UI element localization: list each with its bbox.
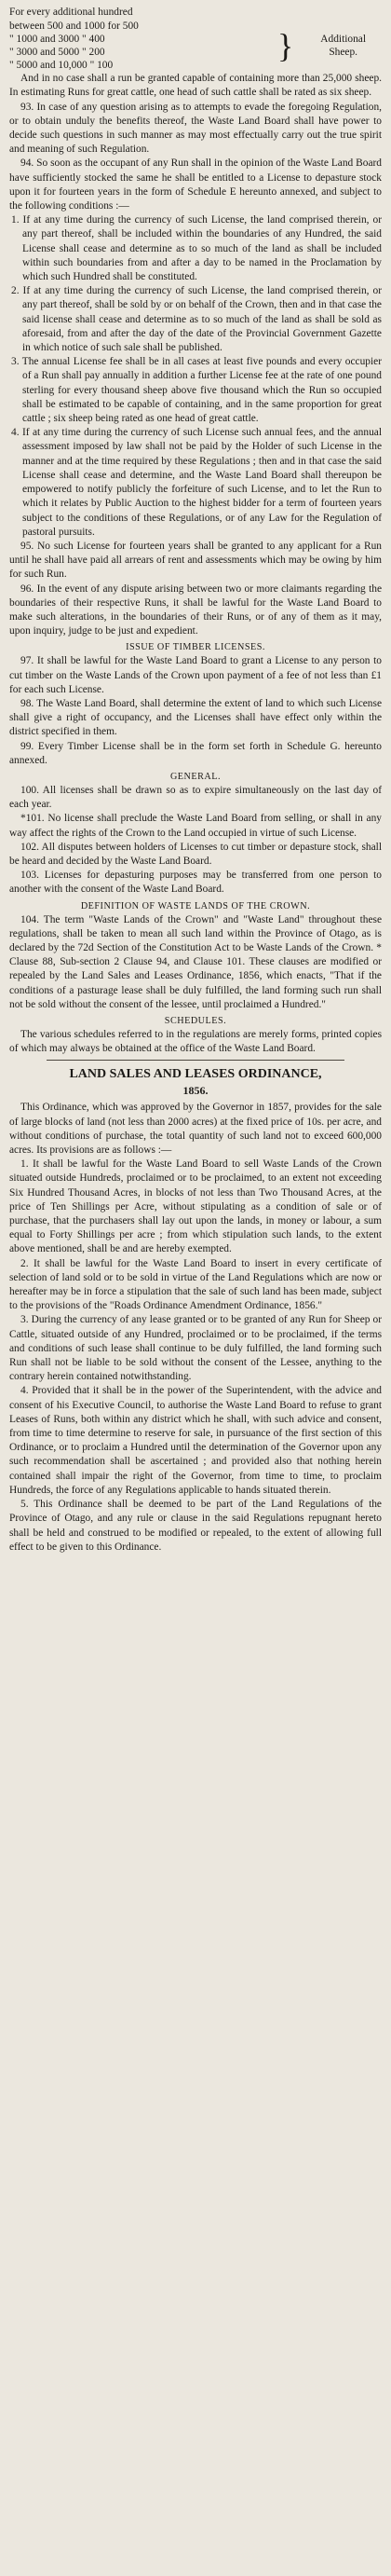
paragraph: 3. During the currency of any lease granted or to be granted of any Run for Sheep or Cattle, situated outside of any Hundred, proclaimed or to be proclaimed, if the terms and conditions of such lease shall continue to be duly fulfilled, the land forming such Run shall not be liable to be sold without the consent of the Lessee, anything to the contrary herein contained notwithstanding. [9,1314,382,1383]
section-heading: ISSUE OF TIMBER LICENSES. [126,642,265,653]
paragraph: 4. If at any time during the currency of such License such annual fees, and the annual assessment imposed by law shall not be paid by the Holder of such License in the manner and at the time required by these Regulations ; then and in that case the said License shall cease and determine, and the Waste Land Board shall thereupon be empowered to notify publicly the forfeiture of such License, and to let the Run to which it relates by Public Auction to the highest bidder for a term of fourteen years subject to the conditions of these Regulations, or of any Law for the Regulation of pastoral pursuits. [11,427,382,538]
side-label-line: Additional [320,34,367,46]
paragraph: And in no case shall a run be granted capable of containing more than 25,000 sheep. In estimating Runs for great cattle, one head of such cattle shall be rated as six sheep. [9,73,382,99]
section-heading: SCHEDULES. [164,1016,227,1026]
section-heading: GENERAL. [169,771,222,782]
paragraph: 95. No such License for fourteen years shall be granted to any applicant for a Run until he shall have paid all arrears of rent and assessments which may be owing by him for such Run. [9,540,382,581]
side-label-line: Sheep. [329,47,357,59]
fees-row: between 500 and 1000 for 500 [9,21,139,33]
paragraph: 104. The term "Waste Lands of the Crown" and "Waste Land" throughout these regulations, shall be taken to mean all such land within the Province of Otago, as is declared by the 72d Section of the Constitution Act to be Waste Lands of the Crown. * Clause 88, Sub-section 2 Clause 94, and Clause 101. These clauses are modified or repealed by the Land Sales and Leases Ordinance, 1856, which enacts, "That if the conditions of a pasturage lease shall be duly fulfilled, the land forming such run shall not be sold without the consent of the lessee, until proclaimed a Hundred." [9,913,382,1010]
paragraph: 102. All disputes between holders of Licenses to cut timber or depasture stock, shall be heard and decided by the Waste Land Board. [9,841,382,867]
paragraph: 5. This Ordinance shall be deemed to be part of the Land Regulations of the Province of Otago, and any rule or clause in the said Regulations repugnant hereto shall be held and construed to be modified or repealed, to the extent of allowing full effect to be given to this Ordinance. [9,1499,382,1553]
paragraph: 4. Provided that it shall be in the power of the Superintendent, with the advice and consent of his Executive Council, to authorise the Waste Land Board to refuse to grant Leases of Runs, both within any district which he shall, with such advice and consent, from time to time determine to reserve for sale, in pursuance of the first section of this Ordinance, or to proclaim a Hundred until the determination of the Governor upon any such recommendation shall be ascertained ; and provided also that nothing herein contained shall impair the right of the Governor, from time to time, to proclaim Hundreds, the force of any Regulations applicable to hands situated therein. [9,1385,382,1496]
paragraph: 97. It shall be lawful for the Waste Land Board to grant a License to any person to cut timber on the Waste Lands of the Crown upon payment of a fee of not less than £1 for each such License. [9,655,382,695]
paragraph: *101. No license shall preclude the Waste Land Board from selling, or shall in any way affect the rights of the Crown to the Land occupied in virtue of such License. [9,813,382,839]
fees-lead: For every additional hundred [9,7,133,18]
divider [47,1060,344,1061]
fees-row: " 3000 and 5000 " 200 [9,47,105,59]
paragraph: 1. If at any time during the currency of such License, the land comprised therein, or any part thereof, shall be included within the boundaries of any Hundred, the said License shall cease and determine as to so much of the land as shall be included within such boundaries from and after a day to be named in the Proclamation by which such Hundred shall be constituted. [11,214,382,283]
fees-side-label [304,20,382,72]
paragraph: 94. So soon as the occupant of any Run shall in the opinion of the Waste Land Board have sufficiently stocked the same he shall be entitled to a License to depasture stock upon it for fourteen years in the form of Schedule E hereunto annexed, and subject to the following conditions :— [9,158,382,212]
ordinance-year: 1856. [182,1084,209,1098]
fees-rows [9,20,277,72]
paragraph: 93. In case of any question arising as to attempts to evade the foregoing Regulation, or to obtain unduly the benefits thereof, the Waste Land Board shall have power to decide such questions in such manner as may most effectually carry out the true spirit and meaning of such Regulation. [9,101,382,156]
fees-row: " 5000 and 10,000 " 100 [9,60,114,72]
section-heading: DEFINITION OF WASTE LANDS OF THE CROWN. [80,900,311,911]
paragraph: 99. Every Timber License shall be in the form set forth in Schedule G. hereunto annexed. [9,740,382,766]
paragraph: 1. It shall be lawful for the Waste Land Board to sell Waste Lands of the Crown situated outside Hundreds, proclaimed or to be proclaimed, to an extent not exceeding Six Hundred Thousand Acres, in blocks of not less than Two Thousand Acres, at the price of Ten Shillings per Acre, without stipulating as a condition of sale or of purchase, that the purchasers shall lay out upon the lands, in money or labour, a sum equal to Forty Shillings per acre ; from which stipulation such lands, to the extent above mentioned, shall be and are hereby exempted. [9,1158,382,1255]
fees-row: " 1000 and 3000 " 400 [9,34,105,46]
fees-table [9,20,382,72]
paragraph: 3. The annual License fee shall be in all cases at least five pounds and every occupier of a Run shall pay annually in addition a further License fee at the rate of one pound sterling for every thousand sheep above five thousand which the Run so occupied shall be estimated to be capable of containing, and in the same proportion for great cattle ; six sheep being rated as one head of great cattle. [11,356,382,425]
paragraph: 100. All licenses shall be drawn so as to expire simultaneously on the last day of each year. [9,784,382,811]
paragraph: This Ordinance, which was approved by the Governor in 1857, provides for the sale of large blocks of land (not less than 2000 acres) at the fixed price of 10s. per acre, and without conditions of purchase, the total quantity of such land not to exceed 600,000 acres. Its provisions are as follows :— [9,1102,382,1157]
paragraph: 96. In the event of any dispute arising between two or more claimants regarding the boundaries of their respective Runs, it shall be lawful for the Waste Land Board to make such alterations, in the boundaries of their Runs, or of any of them as it may, upon inquiry, judge to be just and expedient. [9,582,382,637]
ordinance-title: LAND SALES AND LEASES ORDINANCE, [69,1067,322,1082]
brace-glyph: } [277,27,294,65]
paragraph: 2. It shall be lawful for the Waste Land Board to insert in every certificate of selection of land sold or to be sold in virtue of the Land Regulations which are now or hereafter may be in force a stipulation that the sale of such land has been made, subject to the provisions of the "Roads Ordinance Amendment Ordinance, 1856." [9,1257,382,1312]
paragraph: The various schedules referred to in the regulations are merely forms, printed copies of which may always be obtained at the office of the Waste Land Board. [9,1029,382,1055]
paragraph: 2. If at any time during the currency of such License, the land comprised therein, or any part thereof, shall be sold by or on behalf of the Crown, then and in that case the said license shall cease and determine as to so much of the land as shall be sold as aforesaid, from and after the day of the date of the Provincial Government Gazette in which notice of such sale shall be published. [11,285,382,354]
paragraph: 98. The Waste Land Board, shall determine the extent of land to which such License shall give a right of occupancy, and the Licenses shall have effect only within the district specified in them. [9,697,382,738]
paragraph: 103. Licenses for depasturing purposes may be transferred from one person to another with the consent of the Waste Land Board. [9,870,382,896]
